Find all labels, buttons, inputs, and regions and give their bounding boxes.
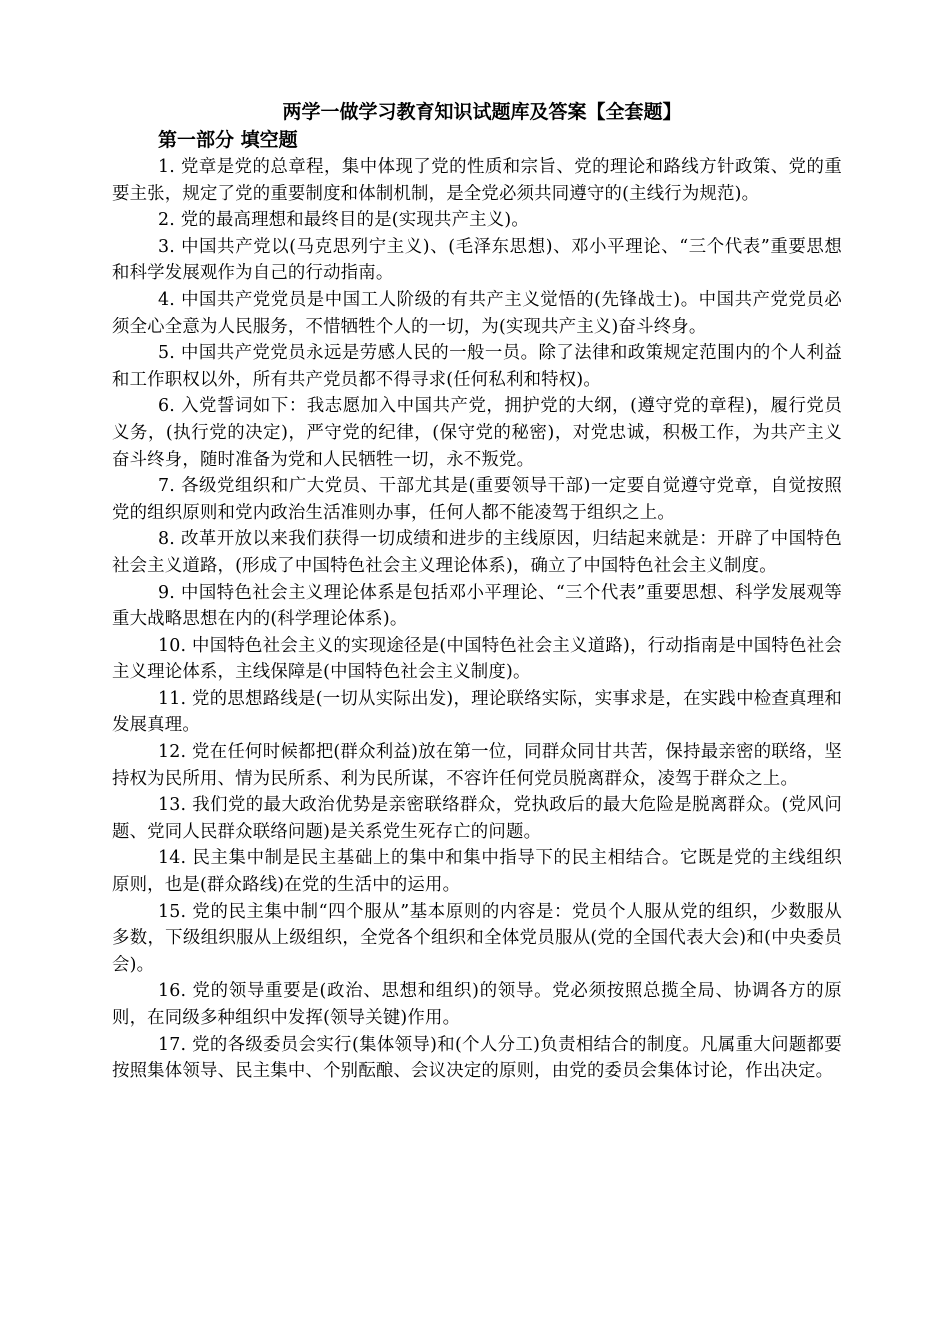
document-title: 两学一做学习教育知识试题库及答案【全套题】 [282,101,682,123]
question-item: 9. 中国特色社会主义理论体系是包括邓小平理论、“三个代表”重要思想、科学发展观等重大战略思想在内的(科学理论体系)。 [112,582,842,630]
question-item: 12. 党在任何时候都把(群众利益)放在第一位，同群众同甘共苦，保持最亲密的联络，坚持权为民所用、情为民所系、利为民所谋，不容许任何党员脱离群众，凌驾于群众之上。 [112,742,842,789]
document-page [112,97,842,1085]
question-item: 7. 各级党组织和广大党员、干部尤其是(重要领导干部)一定要自觉遵守党章，自觉按照党的组织原则和党内政治生活准则办事，任何人都不能凌驾于组织之上。 [112,476,842,523]
question-item: 2. 党的最高理想和最终目的是(实现共产主义)。 [158,210,529,231]
question-item: 3. 中国共产党以(马克思列宁主义)、(毛泽东思想)、邓小平理论、“三个代表”重要思想和科学发展观作为自己的行动指南。 [112,236,842,284]
question-item: 14. 民主集中制是民主基础上的集中和集中指导下的民主相结合。它既是党的主线组织原则，也是(群众路线)在党的生活中的运用。 [112,848,842,896]
question-item: 15. 党的民主集中制“四个服从”基本原则的内容是：党员个人服从党的组织，少数服从多数，下级组织服从上级组织，全党各个组织和全体党员服从(党的全国代表大会)和(中央委员会)。 [112,901,842,975]
question-item: 16. 党的领导重要是(政治、思想和组织)的领导。党必须按照总揽全局、协调各方的原则，在同级多种组织中发挥(领导关键)作用。 [112,981,842,1028]
question-item: 5. 中国共产党党员永远是劳感人民的一般一员。除了法律和政策规定范围内的个人利益和工作职权以外，所有共产党员都不得寻求(任何私利和特权)。 [112,343,842,390]
section-title: 第一部分 填空题 [158,129,298,151]
question-item: 6. 入党誓词如下：我志愿加入中国共产党，拥护党的大纲，(遵守党的章程)，履行党员义务，(执行党的决定)，严守党的纪律，(保守党的秘密)，对党忠诚，积极工作，为共产主义奋斗终身，随时准备为党和人民牺牲一切，永不叛党。 [112,396,842,470]
question-item: 17. 党的各级委员会实行(集体领导)和(个人分工)负责相结合的制度。凡属重大问题都要按照集体领导、民主集中、个别酝酿、会议决定的原则，由党的委员会集体讨论，作出决定。 [112,1034,842,1082]
question-item: 1. 党章是党的总章程，集中体现了党的性质和宗旨、党的理论和路线方针政策、党的重要主张，规定了党的重要制度和体制机制，是全党必须共同遵守的(主线行为规范)。 [112,157,842,204]
question-item: 10. 中国特色社会主义的实现途径是(中国特色社会主义道路)，行动指南是中国特色社会主义理论体系，主线保障是(中国特色社会主义制度)。 [112,635,842,683]
question-item: 8. 改革开放以来我们获得一切成绩和进步的主线原因，归结起来就是：开辟了中国特色社会主义道路，(形成了中国特色社会主义理论体系)，确立了中国特色社会主义制度。 [112,529,842,576]
question-item: 11. 党的思想路线是(一切从实际出发)，理论联络实际，实事求是，在实践中检查真理和发展真理。 [112,688,842,736]
question-item: 4. 中国共产党党员是中国工人阶级的有共产主义觉悟的(先锋战士)。中国共产党党员必须全心全意为人民服务，不惜牺牲个人的一切，为(实现共产主义)奋斗终身。 [112,289,842,337]
question-item: 13. 我们党的最大政治优势是亲密联络群众，党执政后的最大危险是脱离群众。(党风问题、党同人民群众联络问题)是关系党生死存亡的问题。 [112,795,842,842]
